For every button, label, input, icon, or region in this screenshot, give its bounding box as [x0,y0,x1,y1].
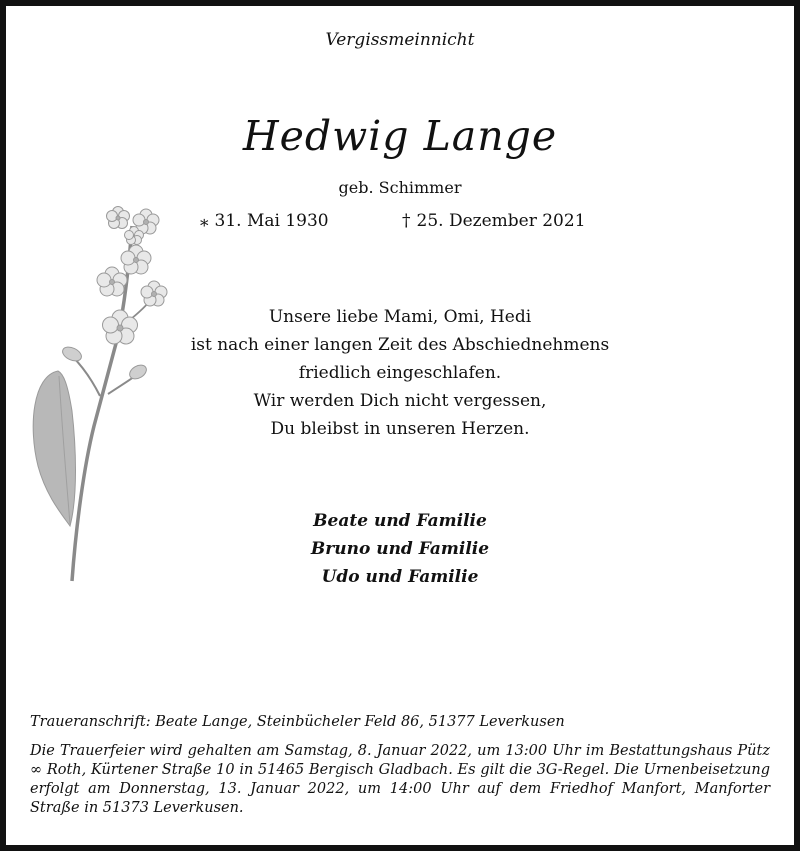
death-date: 25. Dezember 2021 [416,211,586,231]
mourning-address: Traueranschrift: Beate Lange, Steinbücheler Feld 86, 51377 Leverkusen [30,714,565,730]
birth-star-icon: ⁎ [200,211,209,231]
poem-line: Du bleibst in unseren Herzen. [270,419,530,439]
mourners-list [6,507,794,591]
death-date-line [402,211,586,231]
birth-date-line [200,211,329,231]
header-motto: Vergissmeinnicht [325,30,475,50]
memorial-poem [6,303,794,443]
maiden-name: geb. Schimmer [338,178,462,197]
birth-date: 31. Mai 1930 [214,211,329,231]
poem-line: Wir werden Dich nicht vergessen, [253,391,547,411]
funeral-info: Die Trauerfeier wird gehalten am Samstag, 8. Januar 2022, um 13:00 Uhr im Bestattungshaus Pütz ∞ Roth, Kürtener Straße 10 in 51465 Bergisch Gladbach. Es gilt die 3G-Regel. Die Urnenbeisetzung erfolgt am Donnerstag, 13. Januar 2022, um 14:00 Uhr auf dem Friedhof Manfort, Manforter Straße in 51373 Leverkusen. [30,743,770,816]
poem-line: friedlich eingeschlafen. [298,363,502,383]
mourner-name: Beate und Familie [313,511,487,531]
footer [30,714,770,818]
poem-line: Unsere liebe Mami, Omi, Hedi [268,307,532,327]
mourner-name: Udo und Familie [321,567,479,587]
mourner-name: Bruno und Familie [310,539,490,559]
death-cross-icon: † [402,211,411,231]
poem-line: ist nach einer langen Zeit des Abschiednehmens [190,335,610,355]
deceased-name: Hedwig Lange [242,112,558,160]
